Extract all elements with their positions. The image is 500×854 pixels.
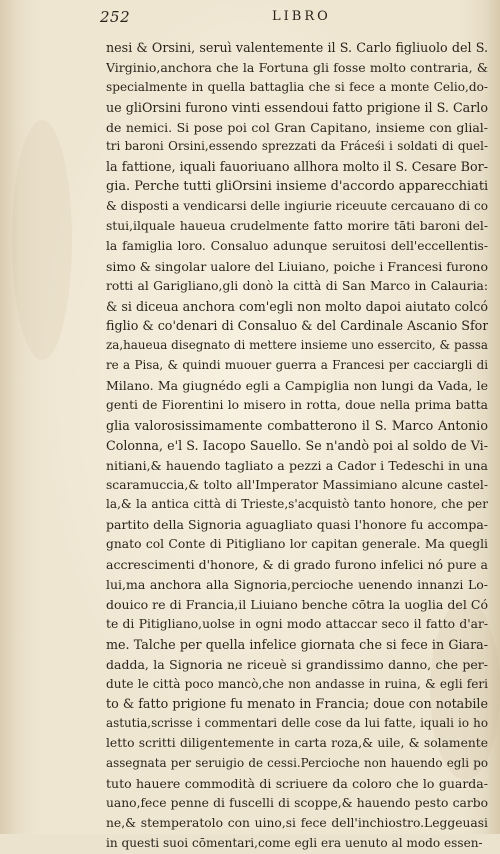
- text-line: stui,ilquale haueua crudelmente fatto morire tāti baroni del-: [106, 219, 488, 234]
- text-line: dadda, la Signoria ne riceuè si grandissimo danno, che per-: [106, 656, 488, 672]
- text-line: astutia,scrisse i commentari delle cose da lui fatte, iquali io ho: [106, 716, 488, 731]
- text-line: la famiglia loro. Consaluo adunque seruitosi dell'eccellentis-: [106, 238, 488, 253]
- text-line: Virginio,anchora che la Fortuna gli fosse molto contraria, &: [106, 59, 488, 75]
- text-line: tri baroni Orsini,essendo sprezzati da Fráceśi i soldati di quel-: [106, 139, 488, 154]
- text-line: nesi & Orsini, seruì valentemente il S. Carlo figliuolo del S.: [106, 40, 488, 55]
- text-line: uano,fece penne di fuscelli di scoppe,& hauendo pesto carbo: [106, 795, 488, 810]
- text-line: & disposti a vendicarsi delle ingiurie riceuute cercauano di co: [106, 199, 488, 214]
- text-line: partito della Signoria aguagliato quasi l'honore fu accompa-: [106, 517, 488, 533]
- body-text: [106, 38, 488, 854]
- text-line: glia valorosissimamente combatterono il S. Marco Antonio: [106, 417, 488, 433]
- text-line: to & fatto prigione fu menato in Francia; doue con notabile: [106, 696, 488, 712]
- text-line: Milano. Ma giugnédo egli a Campiglia non lungi da Vada, le: [106, 378, 488, 394]
- text-line: specialmente in quella battaglia che si fece a monte Celio,do-: [106, 79, 488, 94]
- page-number: 252: [100, 8, 131, 26]
- text-line: lui,ma anchora alla Signoria,percioche uenendo innanzi Lo-: [106, 577, 488, 593]
- text-line: za,haueua disegnato di mettere insieme uno essercito, & passa: [106, 338, 488, 353]
- text-line: gia. Perche tutti gliOrsini insieme d'accordo apparecchiati: [106, 179, 488, 195]
- text-line: te di Pitigliano,uolse in ogni modo attaccar seco il fatto d'ar-: [106, 616, 488, 631]
- page-header: [0, 8, 500, 30]
- text-line: simo & singolar ualore del Liuiano, poiche i Francesi furono: [106, 258, 488, 274]
- text-line: tuto hauere commodità di scriuere da coloro che lo guarda-: [106, 775, 488, 791]
- paper-stain: [12, 120, 72, 360]
- text-line: figlio & co'denari di Consaluo & del Cardinale Ascanio Sfor: [106, 318, 488, 334]
- text-line: in questi suoi cōmentari,come egli era uenuto al modo essen-: [106, 835, 483, 850]
- text-line: assegnata per seruigio de cessi.Percioche non hauendo egli po: [106, 756, 488, 771]
- text-line: accrescimenti d'honore, & di grado furono infelici nó pure a: [106, 557, 488, 573]
- text-line: ue gliOrsini furono vinti essendoui fatto prigione il S. Carlo: [106, 99, 488, 115]
- text-line: nitiani,& hauendo tagliato a pezzi a Cador i Tedeschi in una: [106, 457, 488, 473]
- text-line: letto scritti diligentemente in carta roza,& uile, & solamente: [106, 736, 488, 751]
- text-line: me. Talche per quella infelice giornata che si fece in Giara-: [106, 636, 488, 652]
- text-line: dute le città poco mancò,che non andasse in ruina, & egli feri: [106, 676, 488, 691]
- text-line: Colonna, e'l S. Iacopo Sauello. Se n'andò poi al soldo de Vi-: [106, 437, 488, 453]
- text-line: scaramuccia,& tolto all'Imperator Massimiano alcune castel-: [106, 477, 488, 492]
- text-line: de nemici. Si pose poi col Gran Capitano, insieme con glial-: [106, 119, 488, 135]
- text-line: rotti al Garigliano,gli donò la città di San Marco in Calauria:: [106, 278, 488, 293]
- text-line: re a Pisa, & quindi muouer guerra a Francesi per cacciargli di: [106, 358, 488, 373]
- text-line: & si diceua anchora com'egli non molto dapoi aiutato colcó: [106, 298, 488, 314]
- running-head: LIBRO: [272, 9, 331, 24]
- text-line: gnato col Conte di Pitigliano lor capitan generale. Ma quegli: [106, 537, 488, 552]
- text-line: la,& la antica città di Trieste,s'acquistò tanto honore, che per: [106, 497, 488, 512]
- text-line: ne,& stemperatolo con uino,si fece dell'inchiostro.Leggeuasi: [106, 815, 488, 830]
- text-line: genti de Fiorentini lo misero in rotta, doue nella prima batta: [106, 398, 488, 413]
- text-line: la fattione, iquali fauoriuano allhora molto il S. Cesare Bor-: [106, 159, 488, 175]
- text-line: douico re di Francia,il Liuiano benche cōtra la uoglia del Có: [106, 596, 488, 612]
